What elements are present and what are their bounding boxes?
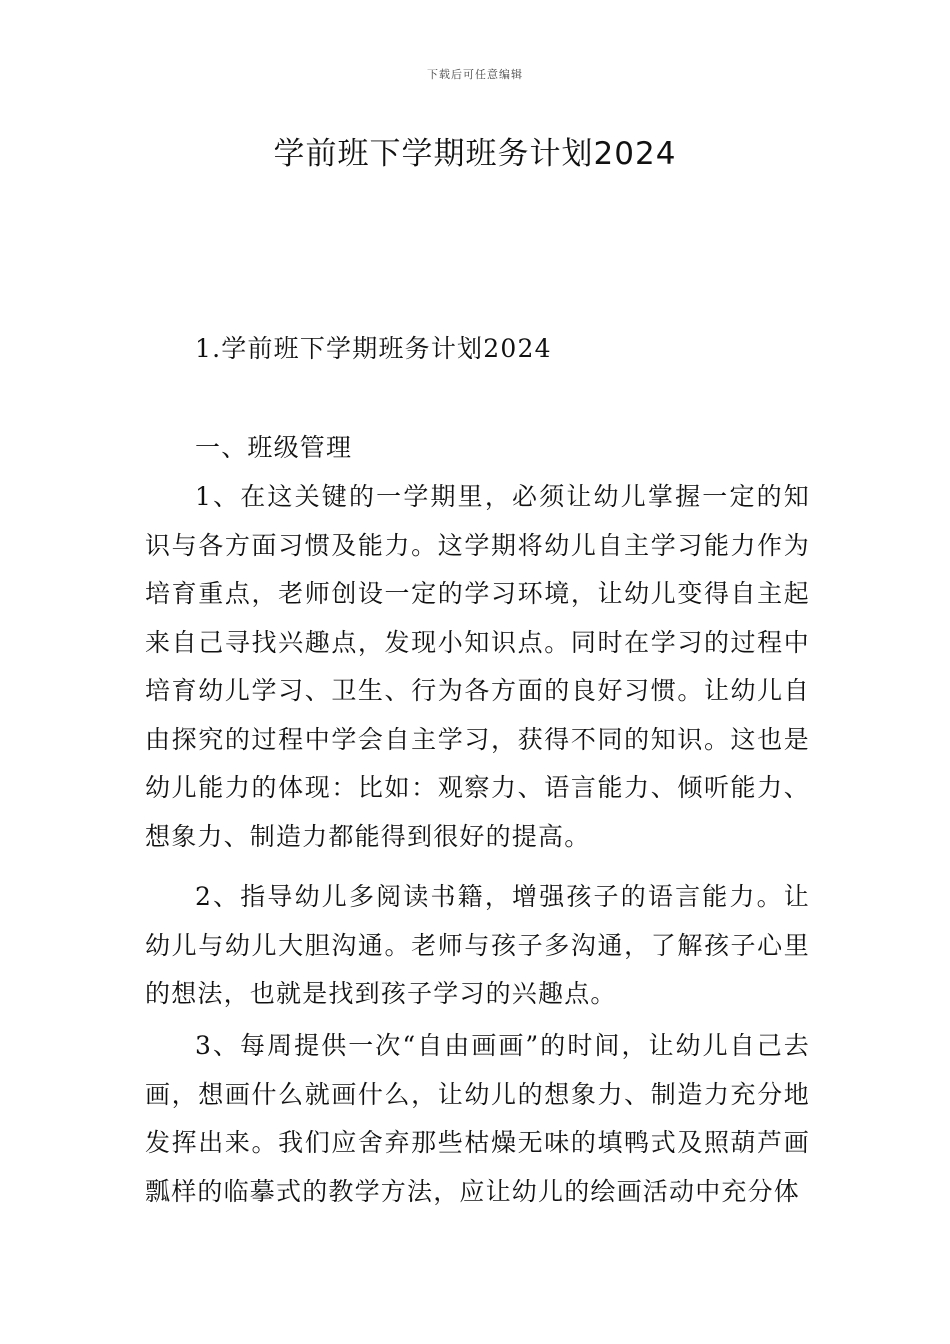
paragraph: 2、指导幼儿多阅读书籍，增强孩子的语言能力。让幼儿与幼儿大胆沟通。老师与孩子多沟通，了解孩子心里的想法，也就是找到孩子学习的兴趣点。 (145, 882, 810, 1008)
document-subtitle: 1.学前班下学期班务计划2024 (195, 334, 552, 363)
section-heading: 一、班级管理 (195, 433, 353, 462)
header-note: 下载后可任意编辑 (427, 68, 523, 81)
paragraph: 1、在这关键的一学期里，必须让幼儿掌握一定的知识与各方面习惯及能力。这学期将幼儿自主学习能力作为培育重点，老师创设一定的学习环境，让幼儿变得自主起来自己寻找兴趣点，发现小知识点。同时在学习的过程中培育幼儿学习、卫生、行为各方面的良好习惯。让幼儿自由探究的过程中学会自主学习，获得不同的知识。这也是幼儿能力的体现：比如：观察力、语言能力、倾听能力、想象力、制造力都能得到很好的提高。 (145, 482, 810, 851)
paragraph: 3、每周提供一次“自由画画”的时间，让幼儿自己去画，想画什么就画什么，让幼儿的想象力、制造力充分地发挥出来。我们应舍弃那些枯燥无味的填鸭式及照葫芦画瓢样的临摹式的教学方法，应让幼儿的绘画活动中充分体 (145, 1031, 810, 1206)
document-title: 学前班下学期班务计划2024 (273, 136, 677, 172)
